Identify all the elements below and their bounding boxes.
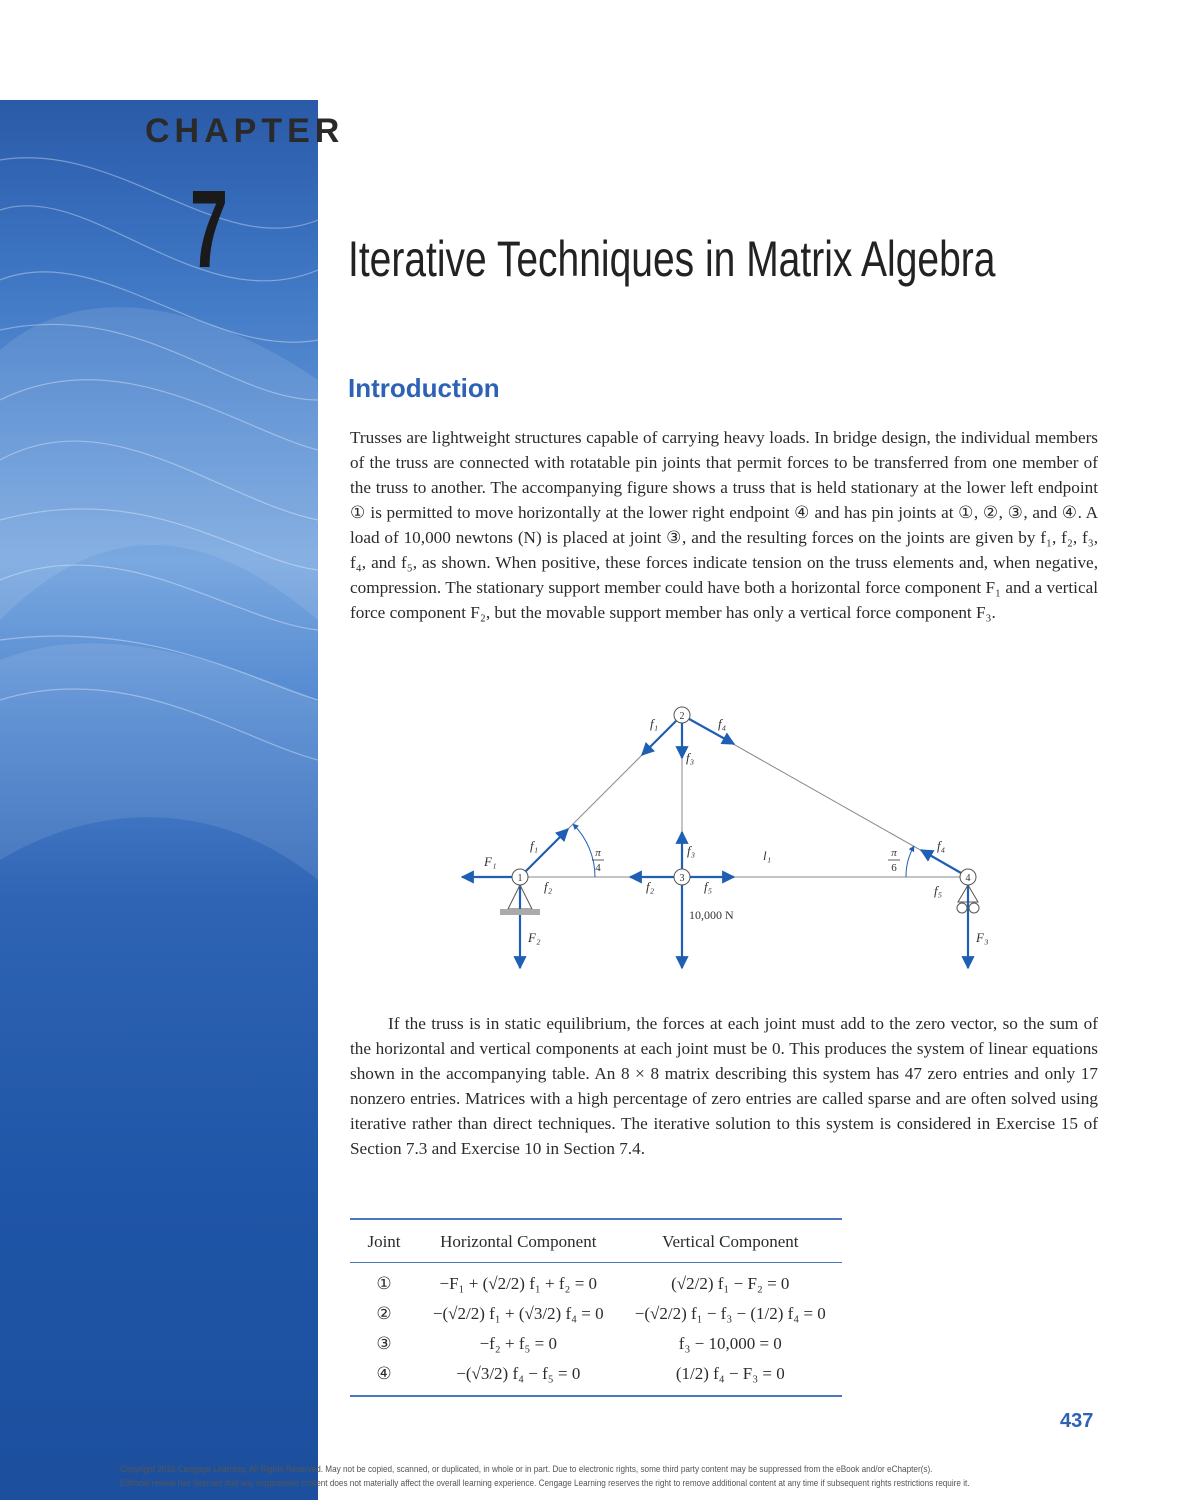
force-label-f3-lower: f₃ <box>687 843 696 858</box>
force-label-F1: F₁ <box>484 854 497 869</box>
force-label-f2-right: f₂ <box>646 879 655 894</box>
intro-paragraph-1: Trusses are lightweight structures capable of carrying heavy loads. In bridge design, the individual members of the truss are connected with rotatable pin joints that permit forces to be transferred from one member of the truss to another. The accompanying figure shows a truss that is held stationary at the lower left endpoint ① is permitted to move horizontally at the lower right endpoint ④ and has pin joints at ①, ②, ③, and ④. A load of 10,000 newtons (N) is placed at joint ③, and the resulting forces on the joints are given by f₁, f₂, f₃, f₄, and f₅, as shown. When positive, these forces indicate tension on the truss elements and, when negative, compression. The stationary support member could have both a horizontal force component F₁ and a vertical force component F₂, but the movable support member has only a vertical force component F₃. <box>350 428 1098 622</box>
copyright-line-2: Editorial review has deemed that any suppressed content does not materially affect the overall learning experience. Cengage Learning reserves the right to remove additional content at any time if subsequent rights restrictions require it. <box>120 1478 970 1489</box>
page-number: 437 <box>1060 1410 1094 1432</box>
table-row <box>350 1263 842 1300</box>
table-row <box>350 1359 842 1396</box>
sidebar-wave-art <box>0 100 318 1500</box>
force-label-f5-left: f₅ <box>704 879 713 894</box>
force-label-f5-right: f₅ <box>934 883 943 898</box>
table-header-joint: Joint <box>350 1219 418 1263</box>
joint-label-3: 3 <box>679 873 685 884</box>
table-cell-horizontal: −(√2/2) f₁ + (√3/2) f₄ = 0 <box>432 1304 604 1323</box>
table-cell-horizontal: −F₁ + (√2/2) f₁ + f₂ = 0 <box>439 1274 598 1293</box>
angle-left-numerator: π <box>595 847 601 859</box>
joint-label-2: 2 <box>679 711 685 722</box>
chapter-title: Iterative Techniques in Matrix Algebra <box>348 231 996 287</box>
table-header-horizontal: Horizontal Component <box>418 1219 619 1263</box>
copyright-notice <box>120 1463 1120 1491</box>
chapter-label: CHAPTER <box>145 112 345 150</box>
table-cell-joint: ④ <box>350 1359 418 1396</box>
decorative-sidebar <box>0 0 318 1500</box>
force-label-f2-left: f₂ <box>544 879 553 894</box>
joint-label-4: 4 <box>965 873 971 884</box>
force-label-f1-upper: f₁ <box>650 716 659 731</box>
supports <box>500 885 979 915</box>
angle-right-numerator: π <box>891 847 897 859</box>
truss-figure <box>440 700 1000 980</box>
table-cell-vertical: −(√2/2) f₁ − f₃ − (1/2) f₄ = 0 <box>634 1304 826 1323</box>
equilibrium-table <box>350 1218 842 1397</box>
load-label: 10,000 N <box>689 908 734 922</box>
table-cell-vertical: f₃ − 10,000 = 0 <box>678 1334 782 1353</box>
truss-members <box>520 715 968 877</box>
joint-circles <box>512 707 976 885</box>
table-cell-vertical: (√2/2) f₁ − F₂ = 0 <box>671 1274 790 1293</box>
angle-right-denominator: 6 <box>891 862 897 874</box>
section-heading: Introduction <box>348 373 500 403</box>
table-cell-vertical: (1/2) f₄ − F₃ = 0 <box>619 1359 842 1396</box>
length-label: l₁ <box>763 848 772 863</box>
force-label-F2: F₂ <box>528 930 541 945</box>
table-cell-joint: ① <box>376 1274 392 1293</box>
table-cell-horizontal: −f₂ + f₅ = 0 <box>479 1334 558 1353</box>
force-label-F3: F₃ <box>976 930 989 945</box>
table-header-vertical: Vertical Component <box>619 1219 842 1263</box>
force-label-f4-lower: f₄ <box>937 838 946 853</box>
angle-arcs <box>573 824 914 877</box>
copyright-line-1: Copyright 2016 Cengage Learning. All Rights Reserved. May not be copied, scanned, or duplicated, in whole or in part. Due to electronic rights, some third party content may be suppressed from the eBook and/or eChapter(s). <box>120 1464 933 1475</box>
table-cell-joint: ③ <box>376 1334 392 1353</box>
joint-label-1: 1 <box>517 873 523 884</box>
chapter-number: 7 <box>190 168 228 291</box>
force-label-f3-upper: f₃ <box>686 750 695 765</box>
table-row <box>350 1299 842 1329</box>
angle-left-denominator: 4 <box>595 862 601 874</box>
intro-paragraph-2: If the truss is in static equilibrium, the forces at each joint must add to the zero vector, so the sum of the horizontal and vertical components at each joint must be 0. This produces the system of linear equations shown in the accompanying table. An 8 × 8 matrix describing this system has 47 zero entries and only 17 nonzero entries. Matrices with a high percentage of zero entries are called sparse and are often solved using iterative rather than direct techniques. The iterative solution to this system is considered in Exercise 15 of Section 7.3 and Exercise 10 in Section 7.4. <box>350 1014 1098 1158</box>
table-row <box>350 1329 842 1359</box>
table-cell-horizontal: −(√3/2) f₄ − f₅ = 0 <box>418 1359 619 1396</box>
table-cell-joint: ② <box>376 1304 392 1323</box>
force-label-f1-lower: f₁ <box>530 838 539 853</box>
force-label-f4-upper: f₄ <box>718 716 727 731</box>
